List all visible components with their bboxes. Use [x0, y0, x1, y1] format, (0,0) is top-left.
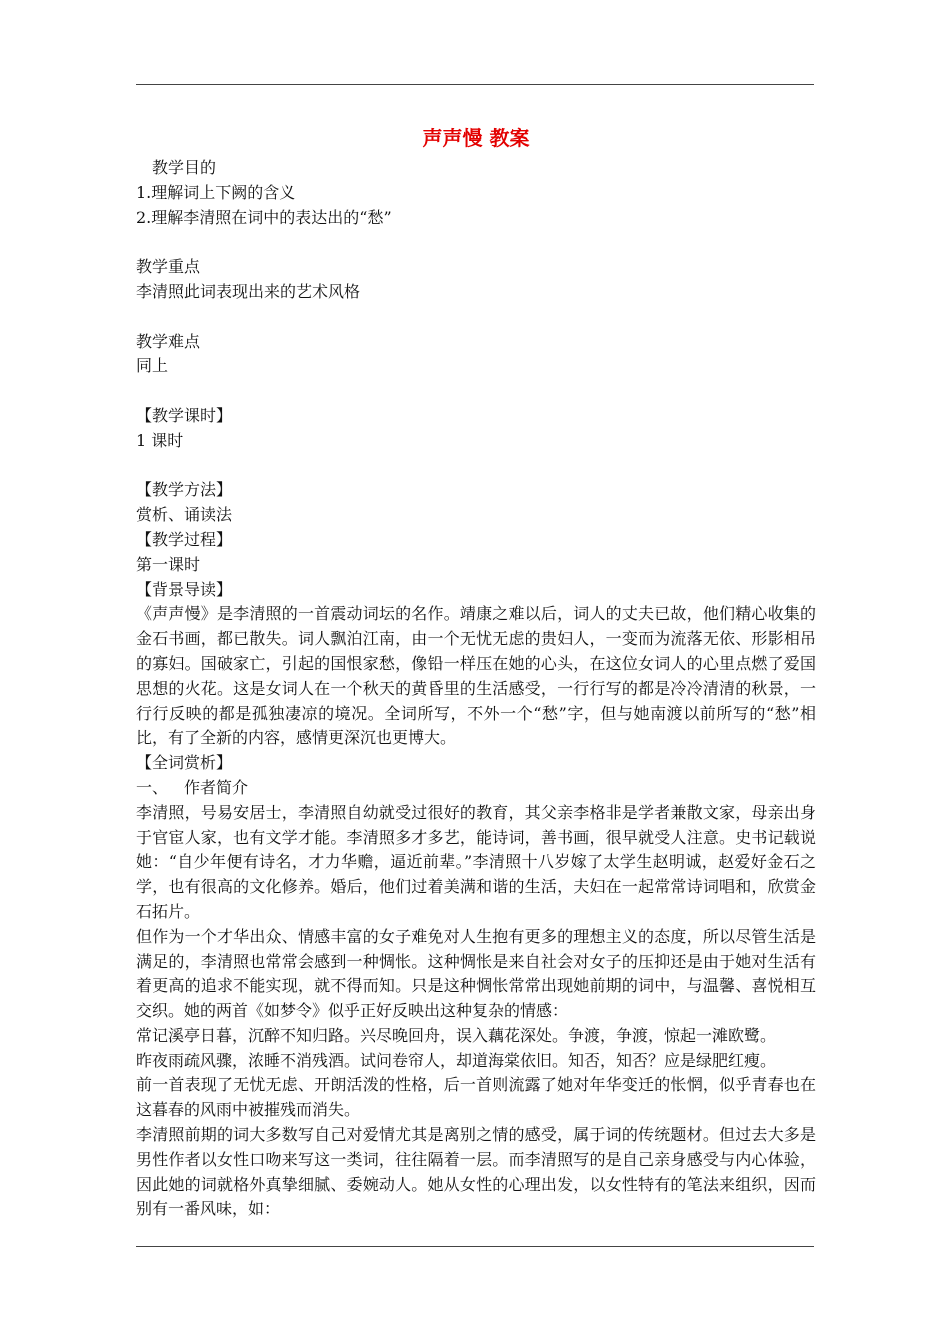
process-first-lesson: 第一课时 — [136, 554, 201, 574]
section-title: 作者简介 — [184, 777, 249, 797]
bio-paragraph-4: 李清照前期的词大多数写自己对爱情尤其是离别之情的感受，属于词的传统题材。但过去大多是男性作者以女性口吻来写这一类词，往往隔着一层。而李清照写的是自己亲身感受与内心体验，因此她的词就格外真挚细腻、委婉动人。她从女性的心理出发，以女性特有的笔法来组织，因而别有一番风味，如： — [136, 1125, 816, 1219]
appreciation-heading: 【全词赏析】 — [136, 753, 233, 773]
background-paragraph: 《声声慢》是李清照的一首震动词坛的名作。靖康之难以后，词人的丈夫已故，他们精心收集的金石书画，都已散失。词人飘泊江南，由一个无忧无虑的贵妇人，一变而为流落无依、形影相吊的寡妇。国破家亡，引起的国恨家愁，像铅一样压在她的心头，在这位女词人的心里点燃了爱国思想的火花。这是女词人在一个秋天的黄昏里的生活感受，一行行写的都是冷冷清清的秋景，一行行反映的都是孤独凄凉的境况。全词所写，不外一个“愁”字，但与她南渡以前所写的“愁”相比，有了全新的内容，感情更深沉也更博大。 — [136, 604, 816, 748]
hours-heading: 【教学课时】 — [136, 405, 233, 425]
hours-text: 1 课时 — [136, 430, 184, 450]
process-heading: 【教学过程】 — [136, 529, 233, 549]
footer-rule — [136, 1246, 814, 1247]
bio-paragraph-1: 李清照，号易安居士，李清照自幼就受过很好的教育，其父亲李格非是学者兼散文家，母亲出身于官宦人家，也有文学才能。李清照多才多艺，能诗词，善书画，很早就受人注意。史书记载说她：“自少年便有诗名，才力华赡，逼近前辈。”李清照十八岁嫁了太学生赵明诚，赵爱好金石之学，也有很高的文化修养。婚后，他们过着美满和谐的生活，夫妇在一起常常诗词唱和，欣赏金石拓片。 — [136, 802, 816, 921]
bio-paragraph-2: 但作为一个才华出众、情感丰富的女子难免对人生抱有更多的理想主义的态度，所以尽管生活是满足的，李清照也常常会感到一种惆怅。这种惆怅是来自社会对女子的压抑还是由于她对生活有着更高的追求不能实现，就不得而知。只是这种惆怅常常出现她前期的词中，与温馨、喜悦相互交织。她的两首《如梦令》似乎正好反映出这种复杂的情感： — [136, 926, 816, 1021]
section-heading-author — [136, 776, 816, 801]
difficulty-text: 同上 — [136, 356, 169, 376]
focus-text: 李清照此词表现出来的艺术风格 — [136, 281, 361, 301]
document-title: 声声慢 教案 — [422, 126, 530, 150]
objectives-heading: 教学目的 — [152, 158, 217, 177]
poem-line-2: 昨夜雨疏风骤，浓睡不消残酒。试问卷帘人，却道海棠依旧。知否，知否？应是绿肥红瘦。 — [136, 1050, 777, 1070]
difficulty-heading: 教学难点 — [136, 331, 201, 351]
document-body — [136, 120, 816, 1222]
focus-heading: 教学重点 — [136, 257, 201, 277]
background-heading: 【背景导读】 — [136, 579, 233, 599]
header-rule — [136, 84, 814, 85]
poem-line-1: 常记溪亭日暮，沉醉不知归路。兴尽晚回舟，误入藕花深处。争渡，争渡，惊起一滩欧鹭。 — [136, 1025, 777, 1045]
bio-paragraph-3: 前一首表现了无忧无虑、开朗活泼的性格，后一首则流露了她对年华变迁的怅惘，似乎青春也在这暮春的风雨中被摧残而消失。 — [136, 1075, 816, 1120]
method-heading: 【教学方法】 — [136, 480, 233, 500]
method-text: 赏析、诵读法 — [136, 505, 233, 525]
section-number: 一、 — [136, 777, 169, 797]
objective-item: 1.理解词上下阙的含义 — [136, 182, 296, 202]
objective-item: 2.理解李清照在词中的表达出的“愁” — [136, 207, 392, 227]
